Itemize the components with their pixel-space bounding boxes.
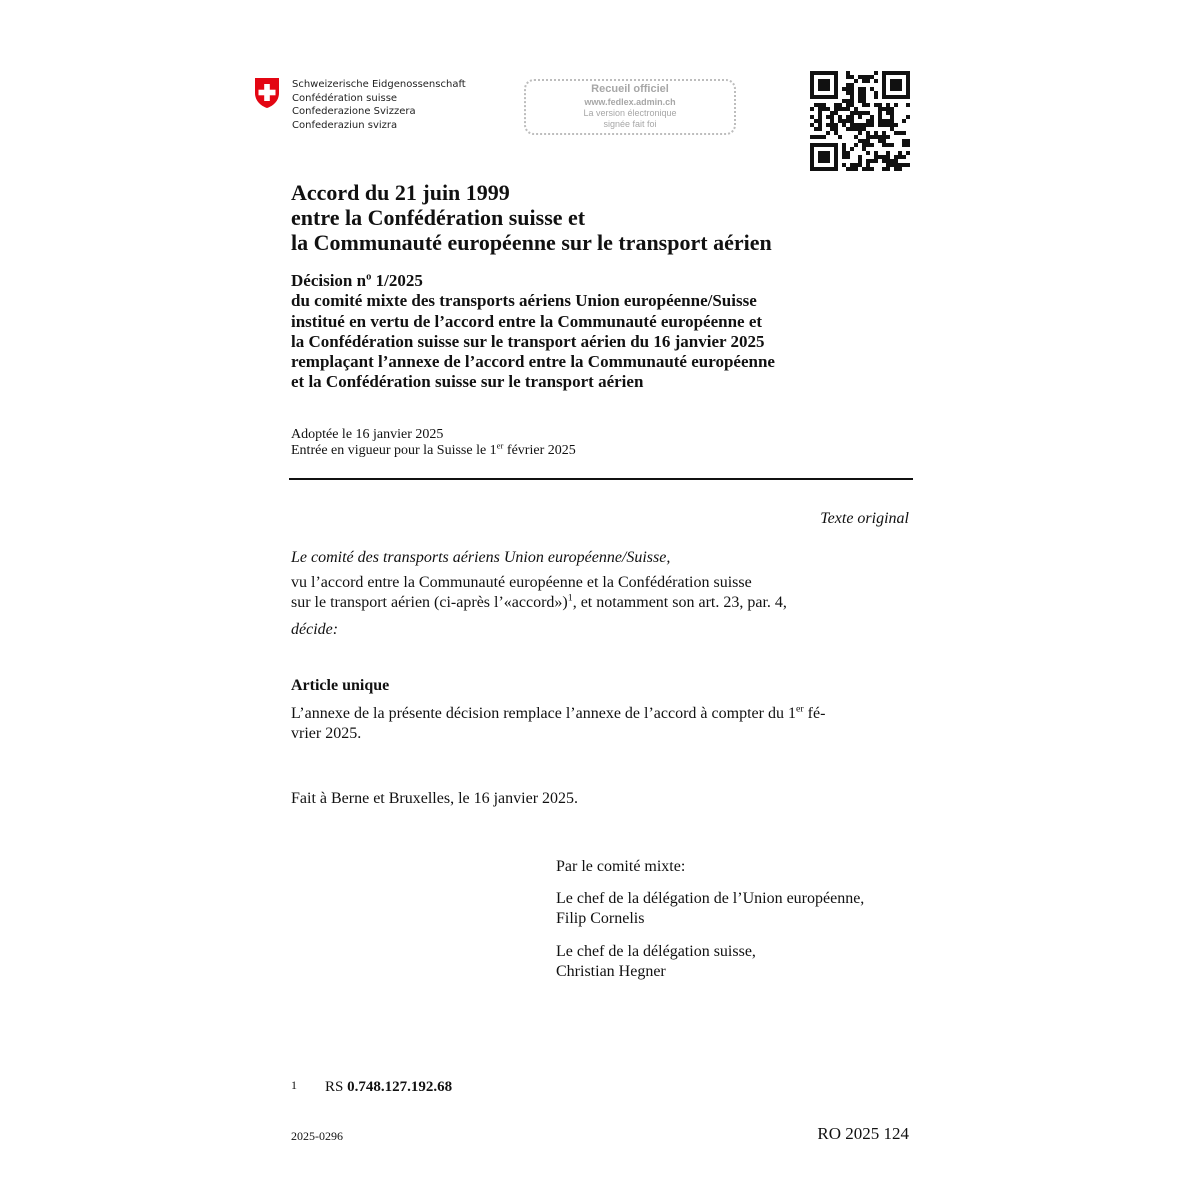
decision-line-2: institué en vertu de l’accord entre la Communauté européenne et xyxy=(291,311,763,331)
signature-intro-text: Par le comité mixte: xyxy=(556,858,686,875)
eu-delegation-role: Le chef de la délégation de l’Union européenne, xyxy=(556,890,865,907)
considering-line-2-end: , et notamment son art. 23, par. 4, xyxy=(572,593,787,611)
agreement-title xyxy=(291,180,772,255)
article-line-1-text: L’annexe de la présente décision remplace l’annexe de l’accord à compter du 1 xyxy=(291,705,796,722)
ch-delegation-name: Christian Hegner xyxy=(556,962,666,980)
eu-delegation-name: Filip Cornelis xyxy=(556,909,645,927)
entry-sup: er xyxy=(496,439,504,450)
decision-number-sup: o xyxy=(366,271,372,283)
document-code: 2025-0296 xyxy=(291,1129,343,1143)
confederation-line-it: Confederazione Svizzera xyxy=(292,106,416,117)
footnote-number: 1 xyxy=(291,1078,297,1092)
adopted-date: Adoptée le 16 janvier 2025 xyxy=(291,427,444,442)
article-line-1 xyxy=(291,704,911,724)
decides-clause: décide: xyxy=(291,621,339,638)
footnote-prefix: RS xyxy=(325,1079,348,1095)
entry-suffix: février 2025 xyxy=(503,442,576,458)
title-line-2: entre la Confédération suisse et xyxy=(291,205,586,230)
official-compilation-stamp xyxy=(524,79,736,135)
decision-line-5: et la Confédération suisse sur le transport aérien xyxy=(291,372,644,392)
considering-line-2 xyxy=(291,593,787,613)
article-line-2: vrier 2025. xyxy=(291,724,362,742)
stamp-line-4: signée fait foi xyxy=(603,119,657,129)
ch-delegation-role: Le chef de la délégation suisse, xyxy=(556,943,756,960)
dates-block xyxy=(291,427,576,458)
confederation-line-fr: Confédération suisse xyxy=(292,92,398,104)
done-at-place-date: Fait à Berne et Bruxelles, le 16 janvier 2025. xyxy=(291,790,579,807)
considering-clause xyxy=(291,573,787,612)
entry-into-force xyxy=(291,439,576,459)
footnote-ref-1[interactable]: 1 xyxy=(567,592,573,604)
decision-line-1: du comité mixte des transports aériens Union européenne/Suisse xyxy=(291,291,757,311)
original-text-label: Texte original xyxy=(820,510,909,527)
article-line-1-end: fé- xyxy=(803,705,826,722)
title-line-1: Accord du 21 juin 1999 xyxy=(291,180,510,205)
committee-preamble: Le comité des transports aériens Union européenne/Suisse, xyxy=(291,549,671,566)
decision-number-line xyxy=(291,271,775,291)
decision-number: 1/2025 xyxy=(371,271,423,290)
title-line-3: la Communauté européenne sur le transport aérien xyxy=(291,230,772,255)
decision-prefix: Décision n xyxy=(291,271,367,290)
decision-line-3: la Confédération suisse sur le transport aérien du 16 janvier 2025 xyxy=(291,331,765,351)
article-sup: er xyxy=(795,703,804,715)
stamp-line-3: La version électronique xyxy=(583,108,677,118)
swiss-flag-icon xyxy=(253,77,281,109)
considering-line-2-text: sur le transport aérien (ci-après l’«accord») xyxy=(291,593,568,611)
signature-ch xyxy=(556,942,756,981)
stamp-line-2: www.fedlex.admin.ch xyxy=(584,97,676,107)
header-divider xyxy=(289,478,913,480)
decision-title xyxy=(291,271,775,393)
signature-eu xyxy=(556,889,864,928)
footnote-text xyxy=(325,1079,452,1096)
confederation-line-de: Schweizerische Eidgenossenschaft xyxy=(292,79,466,90)
article-text xyxy=(291,704,911,743)
signature-intro xyxy=(556,857,685,877)
entry-prefix: Entrée en vigueur pour la Suisse le 1 xyxy=(291,442,497,458)
stamp-line-1: Recueil officiel xyxy=(591,83,669,95)
considering-line-1: vu l’accord entre la Communauté européenne et la Confédération suisse xyxy=(291,574,752,591)
article-heading: Article unique xyxy=(291,677,390,694)
decision-line-4: remplaçant l’annexe de l’accord entre la Communauté européenne xyxy=(291,352,775,372)
official-compilation-reference: RO 2025 124 xyxy=(817,1124,909,1143)
confederation-name-block xyxy=(292,78,466,132)
confederation-line-rm: Confederaziun svizra xyxy=(292,119,398,131)
qr-code-icon xyxy=(810,71,910,171)
footnote-reference-link[interactable]: 0.748.127.192.68 xyxy=(347,1079,453,1095)
